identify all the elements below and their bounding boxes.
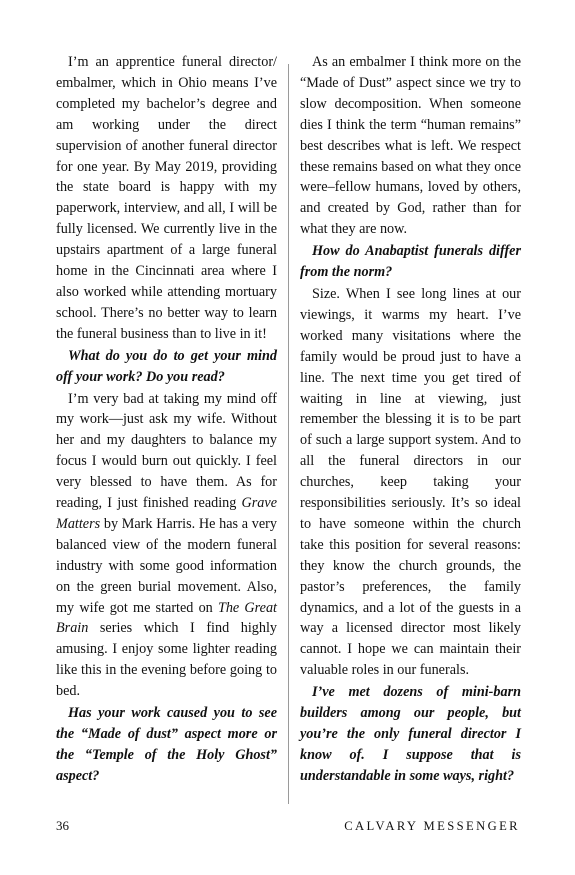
running-title: CALVARY MESSENGER — [344, 819, 520, 833]
book-title-grave-matters: Grave Matters — [56, 495, 277, 532]
reading-answer-part-2: by Mark Harris. He has a very balanced view of the modern funeral industry with some good information on the green burial movement. Also, my wife got me started on — [56, 515, 277, 616]
paragraph-apprentice-intro: I’m an apprentice funeral director/ embalmer, which in Ohio means I’ve completed my bachelor’s degree and am working under the direct supervision of another funeral director for one year. By May 2019, providing the state board is happy with my paperwork, interview, and all, I will be fully licensed. We currently live in the upstairs apartment of a large funeral home in the Cincinnati area where I also worked while attending mortuary school. There’s no better way to learn the funeral business than to live in it! — [56, 54, 277, 342]
reading-answer-part-1: I’m very bad at taking my mind off my work—just ask my wife. Without her and my daughters to balance my focus I would burn out quickly. I feel very blessed to have them. As for reading, I just finished reading — [56, 390, 277, 512]
right-column — [300, 52, 521, 787]
page-number: 36 — [56, 818, 69, 833]
paragraph-size-answer: Size. When I see long lines at our viewings, it warms my heart. I’ve worked many visitations where the family would be proud just to have a line. The next time you get tired of waiting in line at viewing, just remember the blessing it is to be part of such a large support system. And to all the funeral directors in our churches, keep taking your responsibilities seriously. It’s so ideal to have someone within the church take this position for several reasons: they know the church grounds, the pastor’s preferences, the family dynamics, and a lot of the guests in a way a licensed director most likely cannot. I hope we can maintain their valuable roles in our funerals. — [300, 285, 521, 679]
question-only-funeral-director: I’ve met dozens of mini-barn builders among our people, but you’re the only funeral director I know of. I suppose that is understandable in some ways, right? — [300, 684, 521, 784]
reading-answer-part-3: series which I find highly amusing. I enjoy some lighter reading like this in the evening before going to bed. — [56, 620, 277, 700]
paragraph-embalmer-view: As an embalmer I think more on the “Made of Dust” aspect since we try to slow decomposition. When someone dies I think the term “human remains” best describes what is left. We respect these remains based on what they once were–fellow humans, loved by others, and created by God, rather than for what they are now. — [300, 54, 521, 238]
question-mind-off-work: What do you do to get your mind off your work? Do you read? — [56, 347, 277, 385]
question-made-of-dust: Has your work caused you to see the “Made of dust” aspect more or the “Temple of the Holy Ghost” aspect? — [56, 705, 277, 784]
left-column — [56, 52, 277, 787]
column-divider — [288, 64, 289, 804]
book-title-great-brain: The Great Brain — [56, 599, 277, 637]
paragraph-reading-answer — [56, 389, 277, 703]
question-anabaptist-funerals: How do Anabaptist funerals differ from the norm? — [300, 243, 521, 281]
